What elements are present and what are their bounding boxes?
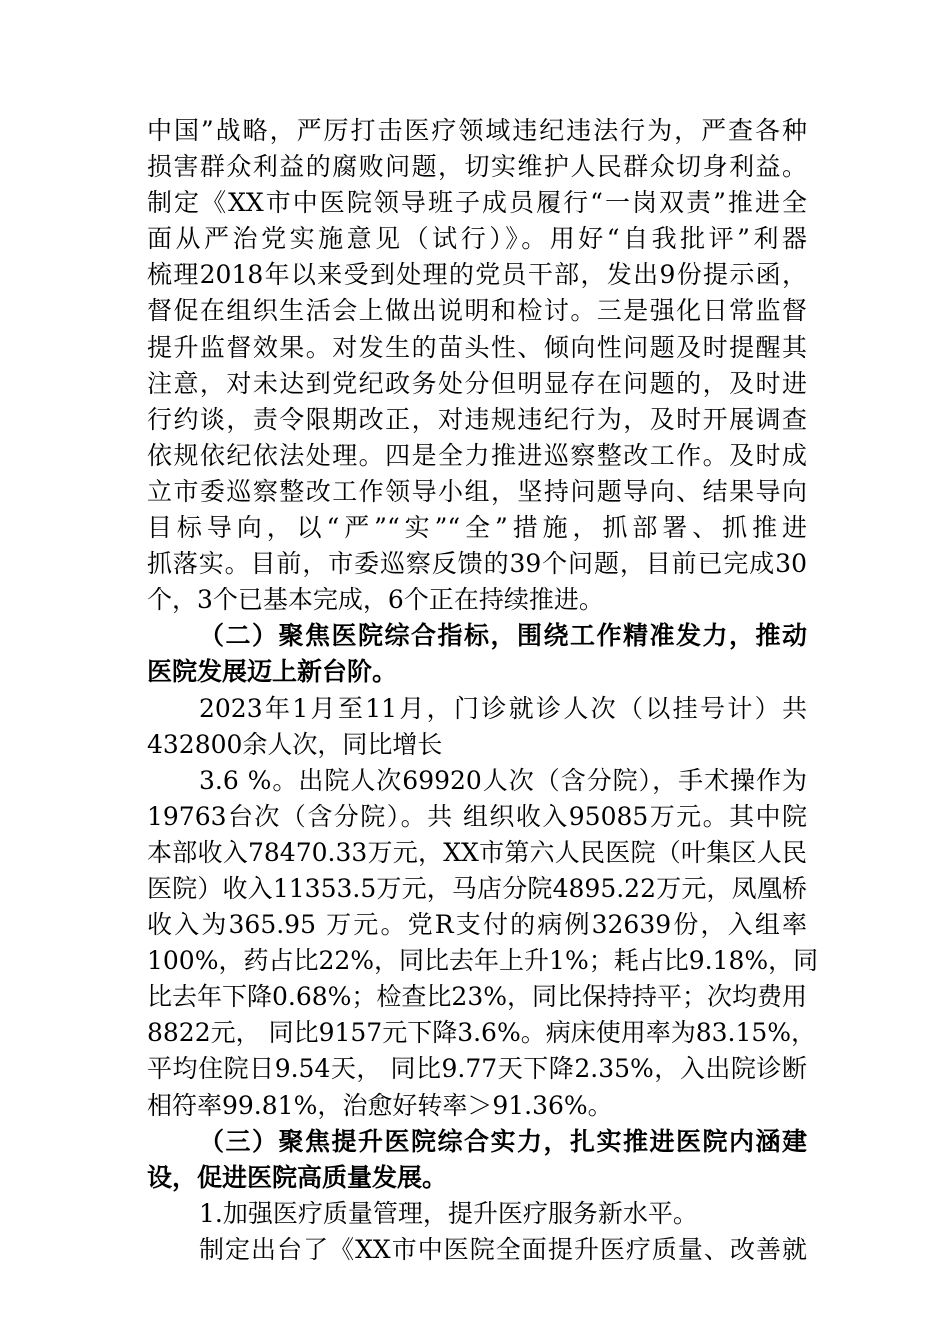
section-heading-line: （三）聚焦提升医院综合实力，扎实推进医院内涵建 bbox=[199, 1126, 807, 1156]
section-heading-line: 医院发展迈上新台阶。 bbox=[147, 657, 398, 687]
paragraph-line: 制定《XX市中医院领导班子成员履行“一岗双责”推进全 bbox=[147, 188, 807, 218]
paragraph-line: 中国”战略，严厉打击医疗领域违纪违法行为，严查各种 bbox=[147, 116, 807, 145]
paragraph-line: 立市委巡察整改工作领导小组，坚持问题导向、结果导向 bbox=[147, 476, 807, 506]
paragraph-line: 注意，对未达到党纪政务处分但明显存在问题的，及时进 bbox=[147, 368, 807, 398]
paragraph-line: 432800余人次，同比增长 bbox=[147, 729, 443, 759]
paragraph-line: 本部收入78470.33万元，XX市第六人民医院（叶集区人民 bbox=[147, 837, 807, 867]
paragraph-line: 梳理2018年以来受到处理的党员干部，发出9份提示函， bbox=[147, 260, 807, 290]
paragraph-line: 个，3个已基本完成，6个正在持续推进。 bbox=[147, 585, 604, 615]
document-body bbox=[147, 113, 819, 1268]
section-heading-line: 设，促进医院高质量发展。 bbox=[147, 1162, 448, 1192]
paragraph-line: 平均住院日9.54天， 同比9.77天下降2.35%，入出院诊断 bbox=[147, 1054, 807, 1084]
paragraph-line: 100%，药占比22%，同比去年上升1%；耗占比9.18%，同 bbox=[147, 946, 819, 976]
paragraph-line: 比去年下降0.68%；检查比23%，同比保持持平；次均费用 bbox=[147, 982, 807, 1012]
paragraph-line: 提升监督效果。对发生的苗头性、倾向性问题及时提醒其 bbox=[147, 332, 807, 362]
paragraph-line: 抓落实。目前，市委巡察反馈的39个问题，目前已完成30 bbox=[147, 549, 807, 579]
paragraph-line: 8822元， 同比9157元下降3.6%。病床使用率为83.15%， bbox=[147, 1018, 817, 1048]
paragraph-line: 2023年1月至11月，门诊就诊人次（以挂号计）共 bbox=[199, 693, 807, 723]
paragraph-line: 制定出台了《XX市中医院全面提升医疗质量、改善就 bbox=[199, 1234, 807, 1264]
paragraph-line: 医院）收入11353.5万元，马店分院4895.22万元，凤凰桥 bbox=[147, 873, 807, 903]
paragraph-line: 相符率99.81%，治愈好转率＞91.36%。 bbox=[147, 1090, 613, 1120]
paragraph-line: 收入为365.95 万元。党R支付的病例32639份，入组率 bbox=[147, 910, 807, 940]
paragraph-line: 1.加强医疗质量管理，提升医疗服务新水平。 bbox=[199, 1198, 698, 1228]
paragraph-line: 面从严治党实施意见（试行）》。用好“自我批评”利器 bbox=[147, 224, 807, 254]
paragraph-line: 目标导向，以“严”“实”“全”措施，抓部署、抓推进 bbox=[147, 513, 807, 543]
section-heading-line: （二）聚焦医院综合指标，围绕工作精准发力，推动 bbox=[199, 621, 807, 651]
paragraph-line: 依规依纪依法处理。四是全力推进巡察整改工作。及时成 bbox=[147, 440, 807, 470]
paragraph-line: 损害群众利益的腐败问题，切实维护人民群众切身利益。 bbox=[147, 152, 807, 182]
paragraph-line: 3.6 %。出院人次69920人次（含分院），手术操作为 bbox=[199, 765, 807, 795]
paragraph-line: 19763台次（含分院）。共 组织收入95085万元。其中院 bbox=[147, 801, 807, 831]
paragraph-line: 行约谈，责令限期改正，对违规违纪行为，及时开展调查 bbox=[147, 404, 807, 434]
paragraph-line: 督促在组织生活会上做出说明和检讨。三是强化日常监督 bbox=[147, 296, 807, 326]
